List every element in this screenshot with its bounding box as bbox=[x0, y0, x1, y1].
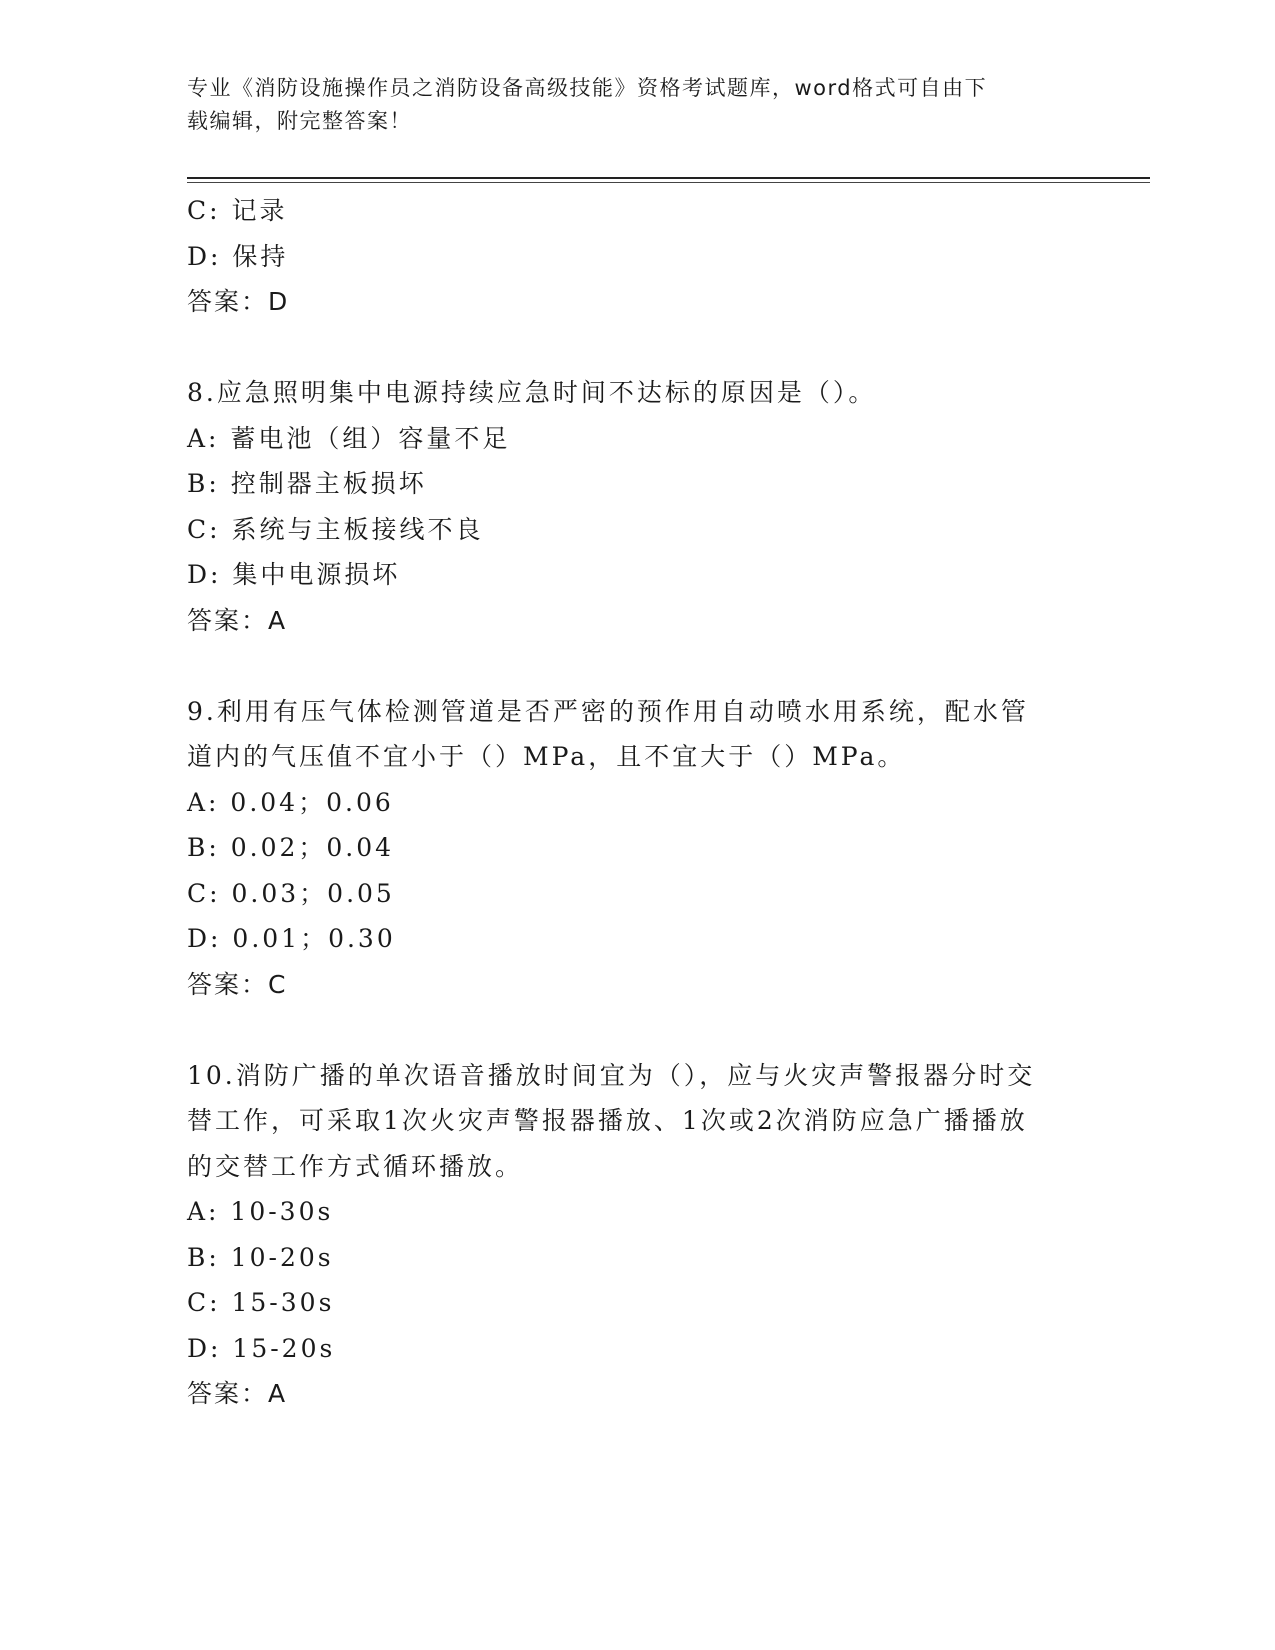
answer: 答案：A bbox=[187, 1379, 288, 1408]
option-a: A: 10-30s bbox=[187, 1197, 334, 1226]
answer: 答案：C bbox=[187, 969, 288, 999]
option-a: A: 蓄电池（组）容量不足 bbox=[187, 423, 511, 453]
option-c: C: 记录 bbox=[187, 196, 288, 225]
question-gap bbox=[187, 325, 1087, 371]
option-b: B: 控制器主板损坏 bbox=[187, 469, 427, 498]
question-8 bbox=[187, 370, 1087, 643]
question-gap bbox=[187, 1007, 1087, 1053]
option-d: D: 集中电源损坏 bbox=[187, 560, 401, 589]
question-stem: 10.消防广播的单次语音播放时间宜为（），应与火灾声警报器分时交 bbox=[187, 1060, 1036, 1090]
question-stem: 9.利用有压气体检测管道是否严密的预作用自动喷水用系统，配水管 bbox=[187, 696, 1029, 726]
question-10 bbox=[187, 1053, 1087, 1417]
option-d: D: 0.01；0.30 bbox=[187, 924, 396, 953]
question-9 bbox=[187, 689, 1087, 1008]
question-gap bbox=[187, 643, 1087, 689]
header-line-2: 载编辑，附完整答案！ bbox=[187, 109, 412, 133]
option-a: A: 0.04；0.06 bbox=[187, 787, 394, 817]
question-7-continued bbox=[187, 188, 1087, 325]
question-content bbox=[187, 188, 1087, 1417]
option-d: D: 15-20s bbox=[187, 1333, 336, 1363]
option-c: C: 0.03；0.05 bbox=[187, 878, 395, 908]
header-line-1: 专业《消防设施操作员之消防设备高级技能》资格考试题库，word格式可自由下 bbox=[187, 76, 988, 100]
question-stem: 8.应急照明集中电源持续应急时间不达标的原因是（）。 bbox=[187, 378, 877, 407]
answer: 答案：D bbox=[187, 287, 290, 316]
question-stem: 替工作，可采取1次火灾声警报器播放、1次或2次消防应急广播播放 bbox=[187, 1106, 1028, 1135]
option-c: C: 系统与主板接线不良 bbox=[187, 514, 484, 544]
option-d: D: 保持 bbox=[187, 241, 289, 271]
header-divider bbox=[187, 177, 1150, 179]
header-divider-secondary bbox=[187, 182, 1150, 183]
option-c: C: 15-30s bbox=[187, 1288, 335, 1317]
option-b: B: 10-20s bbox=[187, 1242, 334, 1272]
page-header bbox=[187, 72, 1067, 138]
question-stem: 道内的气压值不宜小于（）MPa，且不宜大于（）MPa。 bbox=[187, 742, 906, 771]
question-stem: 的交替工作方式循环播放。 bbox=[187, 1151, 524, 1181]
option-b: B: 0.02；0.04 bbox=[187, 833, 395, 862]
answer: 答案：A bbox=[187, 605, 288, 635]
